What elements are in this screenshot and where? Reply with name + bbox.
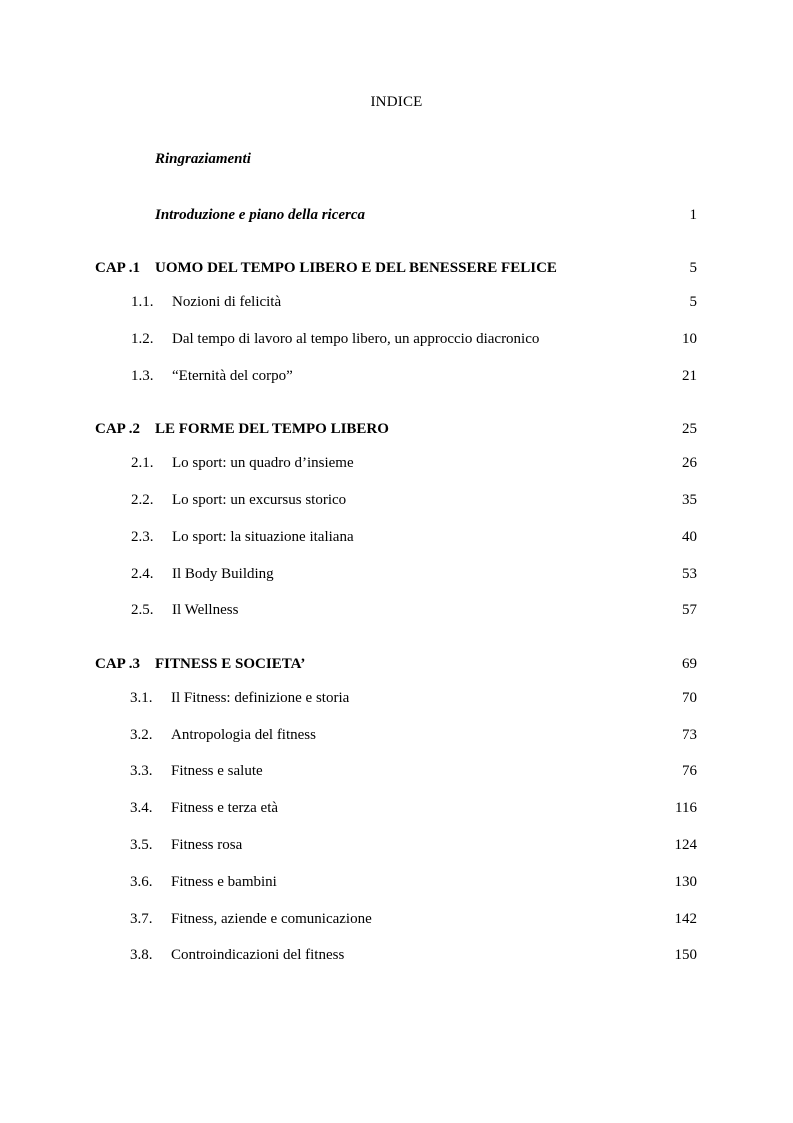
section-2-1-page: 26 — [682, 455, 697, 471]
section-3-1-page: 70 — [682, 690, 697, 706]
section-1-1-title[interactable]: Nozioni di felicità — [172, 294, 282, 310]
section-3-4-page: 116 — [675, 800, 697, 816]
chapter-3-title[interactable]: FITNESS E SOCIETA’ — [155, 656, 306, 672]
section-3-3-page: 76 — [682, 763, 697, 779]
chapter-2-page: 25 — [682, 421, 697, 437]
section-3-7-title[interactable]: Fitness, aziende e comunicazione — [171, 911, 372, 927]
section-2-2-number: 2.2. — [131, 492, 154, 508]
section-1-2-number: 1.2. — [131, 331, 154, 347]
chapter-2-title[interactable]: LE FORME DEL TEMPO LIBERO — [155, 421, 389, 437]
index-title: INDICE — [370, 94, 423, 110]
section-3-5-page: 124 — [674, 837, 697, 853]
section-2-2-title[interactable]: Lo sport: un excursus storico — [172, 492, 347, 508]
section-3-5-title[interactable]: Fitness rosa — [171, 837, 243, 853]
section-3-7-page: 142 — [674, 911, 697, 927]
section-2-4-page: 53 — [682, 566, 697, 582]
section-2-5-page: 57 — [682, 602, 697, 618]
section-3-2-title[interactable]: Antropologia del fitness — [171, 727, 316, 743]
chapter-3-label: CAP .3 — [95, 656, 140, 672]
section-3-8-title[interactable]: Controindicazioni del fitness — [171, 947, 345, 963]
section-3-4-number: 3.4. — [130, 800, 153, 816]
toc-page-introduzione: 1 — [689, 207, 697, 223]
section-3-3-number: 3.3. — [130, 763, 153, 779]
section-3-6-number: 3.6. — [130, 874, 153, 890]
section-1-1-page: 5 — [689, 294, 697, 310]
chapter-1-title[interactable]: UOMO DEL TEMPO LIBERO E DEL BENESSERE FELICE — [155, 260, 557, 276]
section-2-3-number: 2.3. — [131, 529, 154, 545]
section-1-2-page: 10 — [682, 331, 697, 347]
section-3-3-title[interactable]: Fitness e salute — [171, 763, 263, 779]
toc-entry-ringraziamenti[interactable]: Ringraziamenti — [155, 151, 251, 167]
section-2-5-title[interactable]: Il Wellness — [172, 602, 239, 618]
section-3-2-number: 3.2. — [130, 727, 153, 743]
section-2-5-number: 2.5. — [131, 602, 154, 618]
section-3-6-page: 130 — [674, 874, 697, 890]
section-2-1-title[interactable]: Lo sport: un quadro d’insieme — [172, 455, 354, 471]
section-3-7-number: 3.7. — [130, 911, 153, 927]
section-2-2-page: 35 — [682, 492, 697, 508]
section-3-1-title[interactable]: Il Fitness: definizione e storia — [171, 690, 350, 706]
section-3-1-number: 3.1. — [130, 690, 153, 706]
section-1-3-number: 1.3. — [131, 368, 154, 384]
section-1-1-number: 1.1. — [131, 294, 154, 310]
chapter-2-label: CAP .2 — [95, 421, 140, 437]
section-2-4-title[interactable]: Il Body Building — [172, 566, 274, 582]
section-3-6-title[interactable]: Fitness e bambini — [171, 874, 277, 890]
section-1-2-title[interactable]: Dal tempo di lavoro al tempo libero, un approccio diacronico — [172, 331, 540, 347]
section-3-8-page: 150 — [674, 947, 697, 963]
section-1-3-title[interactable]: “Eternità del corpo” — [172, 368, 293, 384]
section-1-3-page: 21 — [682, 368, 697, 384]
section-3-4-title[interactable]: Fitness e terza età — [171, 800, 279, 816]
section-3-8-number: 3.8. — [130, 947, 153, 963]
chapter-3-page: 69 — [682, 656, 697, 672]
section-2-3-title[interactable]: Lo sport: la situazione italiana — [172, 529, 354, 545]
section-3-2-page: 73 — [682, 727, 697, 743]
section-3-5-number: 3.5. — [130, 837, 153, 853]
section-2-3-page: 40 — [682, 529, 697, 545]
chapter-1-label: CAP .1 — [95, 260, 140, 276]
chapter-1-page: 5 — [689, 260, 697, 276]
section-2-4-number: 2.4. — [131, 566, 154, 582]
section-2-1-number: 2.1. — [131, 455, 154, 471]
toc-entry-introduzione[interactable]: Introduzione e piano della ricerca — [155, 207, 366, 223]
